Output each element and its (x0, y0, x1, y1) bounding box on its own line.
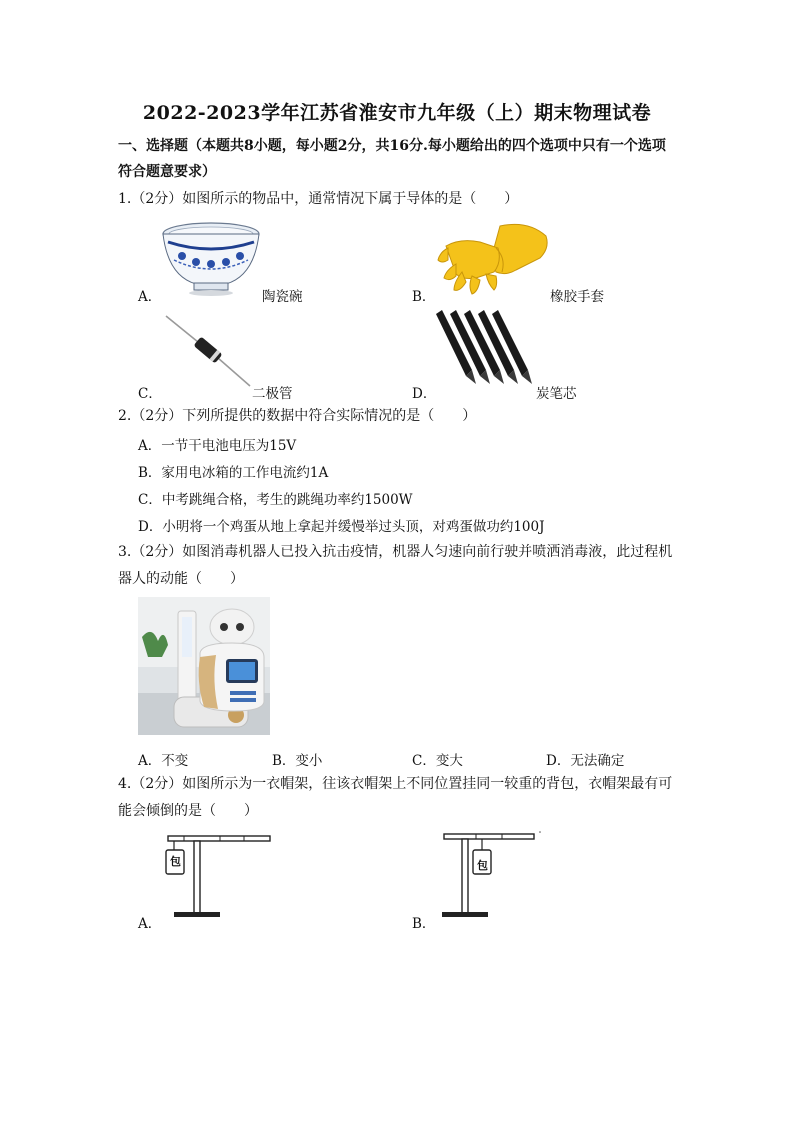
diode-icon (162, 312, 254, 392)
question-2-stem: 2.（2分）下列所提供的数据中符合实际情况的是（ ） (118, 408, 477, 424)
bowl-icon (160, 220, 262, 298)
q1-option-b-letter[interactable]: B． (412, 289, 436, 305)
question-4-stem (118, 771, 688, 825)
question-3-stem (118, 539, 688, 593)
section-heading-line2: 符合题意要求） (118, 164, 216, 180)
q1-option-a-label: 陶瓷碗 (262, 289, 303, 305)
q2-option-c[interactable]: C．中考跳绳合格，考生的跳绳功率约1500W (138, 492, 413, 508)
q3-option-b[interactable]: B．变小 (272, 753, 323, 769)
page-title: 2022-2023学年江苏省淮安市九年级（上）期末物理试卷 (142, 102, 652, 124)
q3-option-d[interactable]: D．无法确定 (546, 753, 625, 769)
question-4-stem-line2: 能会倾倒的是（ ） (118, 803, 258, 819)
q1-option-c-label: 二极管 (252, 386, 293, 402)
q1-option-d-letter[interactable]: D． (412, 386, 437, 402)
q2-option-d[interactable]: D．小明将一个鸡蛋从地上拿起并缓慢举过头顶，对鸡蛋做功约100J (138, 519, 545, 535)
question-1-stem: 1.（2分）如图所示的物品中，通常情况下属于导体的是（ ） (118, 191, 519, 207)
coat-rack-a-icon (160, 828, 272, 920)
q1-option-d-label: 炭笔芯 (536, 386, 577, 402)
section-heading-line1: 一、选择题（本题共8小题，每小题2分，共16分.每小题给出的四个选项中只有一个选项 (118, 138, 666, 154)
pencil-lead-icon (436, 310, 536, 386)
disinfection-robot-photo (138, 597, 270, 735)
q1-option-a-letter[interactable]: A． (138, 289, 162, 305)
q4-option-a-bag-label: 包 (170, 855, 181, 868)
q4-option-b-bag-label: 包 (477, 859, 488, 872)
question-4-stem-line1: 4.（2分）如图所示为一衣帽架，往该衣帽架上不同位置挂同一较重的背包，衣帽架最有可 (118, 776, 673, 792)
q3-option-a[interactable]: A．不变 (138, 753, 189, 769)
glove-icon (436, 218, 550, 296)
question-3-stem-line1: 3.（2分）如图消毒机器人已投入抗击疫情，机器人匀速向前行驶并喷洒消毒液，此过程机 (118, 544, 673, 560)
question-3-stem-line2: 器人的动能（ ） (118, 571, 244, 587)
q2-option-b[interactable]: B．家用电冰箱的工作电流约1A (138, 465, 329, 481)
q1-option-b-label: 橡胶手套 (550, 289, 604, 305)
q1-option-c-letter[interactable]: C． (138, 386, 162, 402)
coat-rack-b-icon (436, 826, 546, 920)
q2-option-a[interactable]: A．一节干电池电压为15V (138, 438, 297, 454)
q4-option-a[interactable]: A． (138, 916, 162, 932)
q4-option-b[interactable]: B． (412, 916, 436, 932)
q3-option-c[interactable]: C．变大 (412, 753, 463, 769)
section-heading (118, 133, 688, 185)
